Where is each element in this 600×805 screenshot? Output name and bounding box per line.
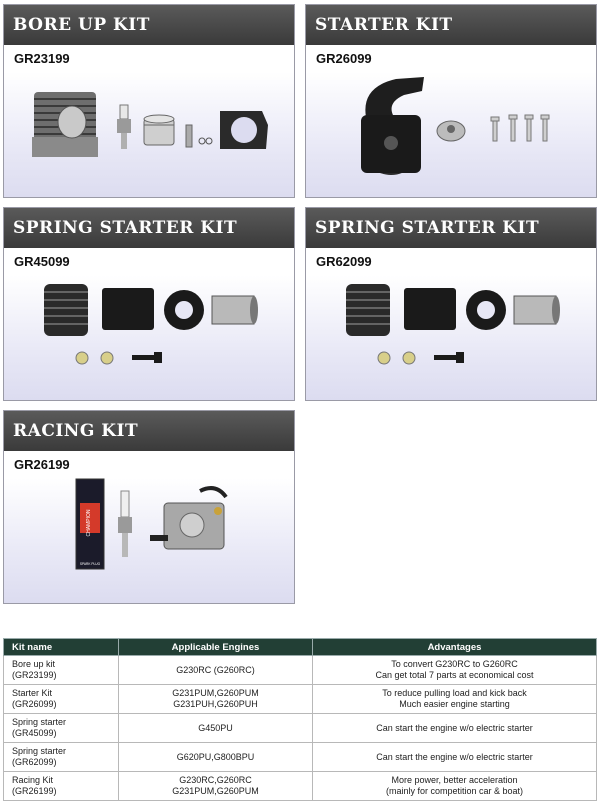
bore-up-kit-image <box>4 67 294 197</box>
card-title: SPRING STARTER KIT <box>4 208 294 248</box>
kit-name-cell: Spring starter (GR45099) <box>4 714 119 743</box>
advantages-cell: To convert G230RC to G260RC Can get total 7 parts at economical cost <box>313 656 597 685</box>
advantages-cell: More power, better acceleration (mainly for competition car & boat) <box>313 772 597 801</box>
spring-starter-kit-card <box>305 207 597 401</box>
advantages-cell: Can start the engine w/o electric starter <box>313 714 597 743</box>
carburetor-icon <box>150 488 226 549</box>
racing-kit-card <box>3 410 295 604</box>
clip-icon <box>199 138 205 144</box>
kit-name-cell: Bore up kit (GR23199) <box>4 656 119 685</box>
svg-text:SPARK PLUG: SPARK PLUG <box>79 562 101 566</box>
starter-kit-image <box>306 67 596 197</box>
kit-name-cell: Starter Kit (GR26099) <box>4 685 119 714</box>
clip-icon <box>206 138 212 144</box>
piston-pin-icon <box>186 125 192 147</box>
spring-starter-kit-card <box>3 207 295 401</box>
table-header-row <box>4 639 597 656</box>
card-title: SPRING STARTER KIT <box>306 208 596 248</box>
kit-name-cell: Racing Kit (GR26199) <box>4 772 119 801</box>
engines-cell: G620PU,G800BPU <box>119 743 313 772</box>
advantages-cell: To reduce pulling load and kick back Much easier engine starting <box>313 685 597 714</box>
starter-kit-card <box>305 4 597 198</box>
spring-starter-kit-image <box>306 270 596 400</box>
washer-icon <box>378 352 390 364</box>
piston-icon <box>144 115 174 145</box>
engines-cell: G231PUM,G260PUM G231PUH,G260PUH <box>119 685 313 714</box>
spring-starter-kit-image <box>4 270 294 400</box>
engines-cell: G230RC (G260RC) <box>119 656 313 685</box>
recoil-starter-icon <box>361 77 424 175</box>
sleeve-icon <box>102 288 154 330</box>
product-code: GR45099 <box>14 254 70 269</box>
table-row <box>4 743 597 772</box>
bushing-icon <box>212 296 258 324</box>
gasket-icon <box>220 111 268 149</box>
table-row <box>4 714 597 743</box>
advantages-cell: Can start the engine w/o electric starter <box>313 743 597 772</box>
engines-cell: G230RC,G260RC G231PUM,G260PUM <box>119 772 313 801</box>
pulley-icon <box>437 121 465 141</box>
card-title: STARTER KIT <box>306 5 596 45</box>
svg-text:CHAMPION: CHAMPION <box>86 509 92 537</box>
bolt-icon <box>132 352 162 363</box>
spark-plug-box-icon <box>76 479 104 569</box>
product-code: GR26099 <box>316 51 372 66</box>
card-title: RACING KIT <box>4 411 294 451</box>
spring-icon <box>44 284 88 336</box>
spark-plug-icon <box>118 491 132 557</box>
washer-icon <box>76 352 88 364</box>
bore-up-kit-card <box>3 4 295 198</box>
column-header-kit-name: Kit name <box>4 639 119 656</box>
bolt-icon <box>434 352 464 363</box>
bushing-icon <box>514 296 560 324</box>
spring-icon <box>346 284 390 336</box>
column-header-engines: Applicable Engines <box>119 639 313 656</box>
kit-name-cell: Spring starter (GR62099) <box>4 743 119 772</box>
table-row <box>4 656 597 685</box>
table-row <box>4 685 597 714</box>
washer-icon <box>403 352 415 364</box>
o-ring-icon <box>164 290 204 330</box>
screw-icon <box>491 115 549 141</box>
racing-kit-image <box>4 473 294 603</box>
card-title: BORE UP KIT <box>4 5 294 45</box>
table-row <box>4 772 597 801</box>
product-code: GR62099 <box>316 254 372 269</box>
spark-plug-icon <box>117 105 131 149</box>
cylinder-icon <box>32 92 98 157</box>
sleeve-icon <box>404 288 456 330</box>
washer-icon <box>101 352 113 364</box>
product-code: GR26199 <box>14 457 70 472</box>
product-code: GR23199 <box>14 51 70 66</box>
o-ring-icon <box>466 290 506 330</box>
engines-cell: G450PU <box>119 714 313 743</box>
kit-comparison-table <box>3 638 597 801</box>
column-header-advantages: Advantages <box>313 639 597 656</box>
